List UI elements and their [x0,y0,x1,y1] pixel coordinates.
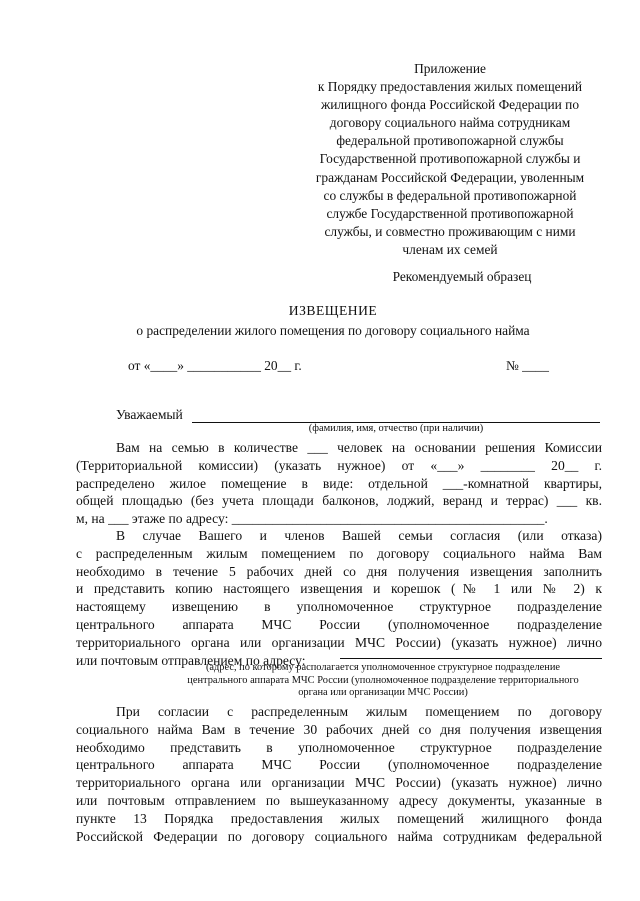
text-line: Российской Федерации по договору социального найма сотрудникам федеральной [76,828,602,844]
text-line: или почтовым отправлением по адресу: [76,652,306,668]
paragraph-allocation [76,439,602,528]
text-line: центрального аппарата МЧС России (уполномоченное подразделение [76,757,602,773]
paragraph-documents [76,703,602,845]
appendix-header [292,60,608,259]
address-hint [118,662,640,700]
text-line: При согласии с распределенным жилым помещением по договору [116,704,602,719]
document-title: ИЗВЕЩЕНИЕ [288,303,378,318]
text-line: социального найма Вам в течение 30 рабочих дней со дня получения извещения [76,721,602,737]
document-subtitle: о распределении жилого помещения по договору социального найма [136,323,530,338]
appendix-line: жилищного фонда Российской Федерации по [320,97,580,113]
text-line: центрального аппарата МЧС России (уполномоченное подразделение [76,616,602,632]
appendix-line: к Порядку предоставления жилых помещений [317,79,583,95]
paragraph-consent [76,527,602,669]
greeting-label: Уважаемый [116,407,183,422]
text-line: м, на ___ этаже по адресу: ______________________________________________. [76,511,548,527]
text-line: настоящему извещению в уполномоченное структурное подразделение [76,599,602,615]
appendix-line: службы, и совместно проживающим с ними [324,223,576,239]
address-hint-line: (адрес, по которому располагается уполномоченное структурное подразделение [205,662,561,673]
sample-label: Рекомендуемый образец [392,269,532,284]
text-line: и представить копию настоящего извещения и корешок (№ 1 или № 2) к [76,581,602,597]
appendix-line: службе Государственной противопожарной [326,205,574,221]
address-hint-line: органа или организации МЧС России) [298,687,468,699]
text-line: пункте 13 Порядка предоставления жилых помещений жилищного фонда [76,810,602,826]
appendix-line: Государственной противопожарной службы и [319,151,581,167]
text-line: или почтовым отправлением по вышеуказанному адресу документы, указанные в [76,792,602,808]
appendix-line: гражданам Российской Федерации, уволенным [315,169,585,185]
text-line: Вам на семью в количестве ___ человек на основании решения Комиссии [116,440,602,455]
text-line: общей площадью (без учета площади балконов, лоджий, веранд и террас) ___ кв. [76,493,602,509]
address-line [340,658,602,659]
text-line: В случае Вашего и членов Вашей семьи согласия (или отказа) [116,528,602,543]
address-hint-line: центрального аппарата МЧС России (уполномоченное подразделение территориального [187,674,579,686]
recipient-name-hint: (фамилия, имя, отчество (при наличии) [308,423,484,434]
text-line: необходимо представить в уполномоченное структурное подразделение [76,739,602,755]
text-line: необходимо в течение 5 рабочих дней со дня получения извещения заполнить [76,563,602,579]
appendix-line: федеральной противопожарной службы [336,133,564,149]
date-field: от «____» ___________ 20__ г. [128,358,302,373]
text-line: (Территориальной комиссии) (указать нужное) от «___» ________ 20__ г. [76,457,602,473]
number-field: № ____ [506,358,549,373]
text-line: территориального органа или организации МЧС России) (указать нужное) лично [76,775,602,791]
appendix-line: со службы в федеральной противопожарной [323,187,577,203]
appendix-line: Приложение [414,61,486,76]
text-line: с распределенным жилым помещением по договору социального найма Вам [76,545,602,561]
text-line: распределено жилое помещение в виде: отдельной ___-комнатной квартиры, [76,475,602,491]
appendix-line: членам их семей [402,241,498,257]
text-line: территориального органа или организации МЧС России) (указать нужное) лично [76,634,602,650]
appendix-line: договору социального найма сотрудникам [329,115,571,131]
